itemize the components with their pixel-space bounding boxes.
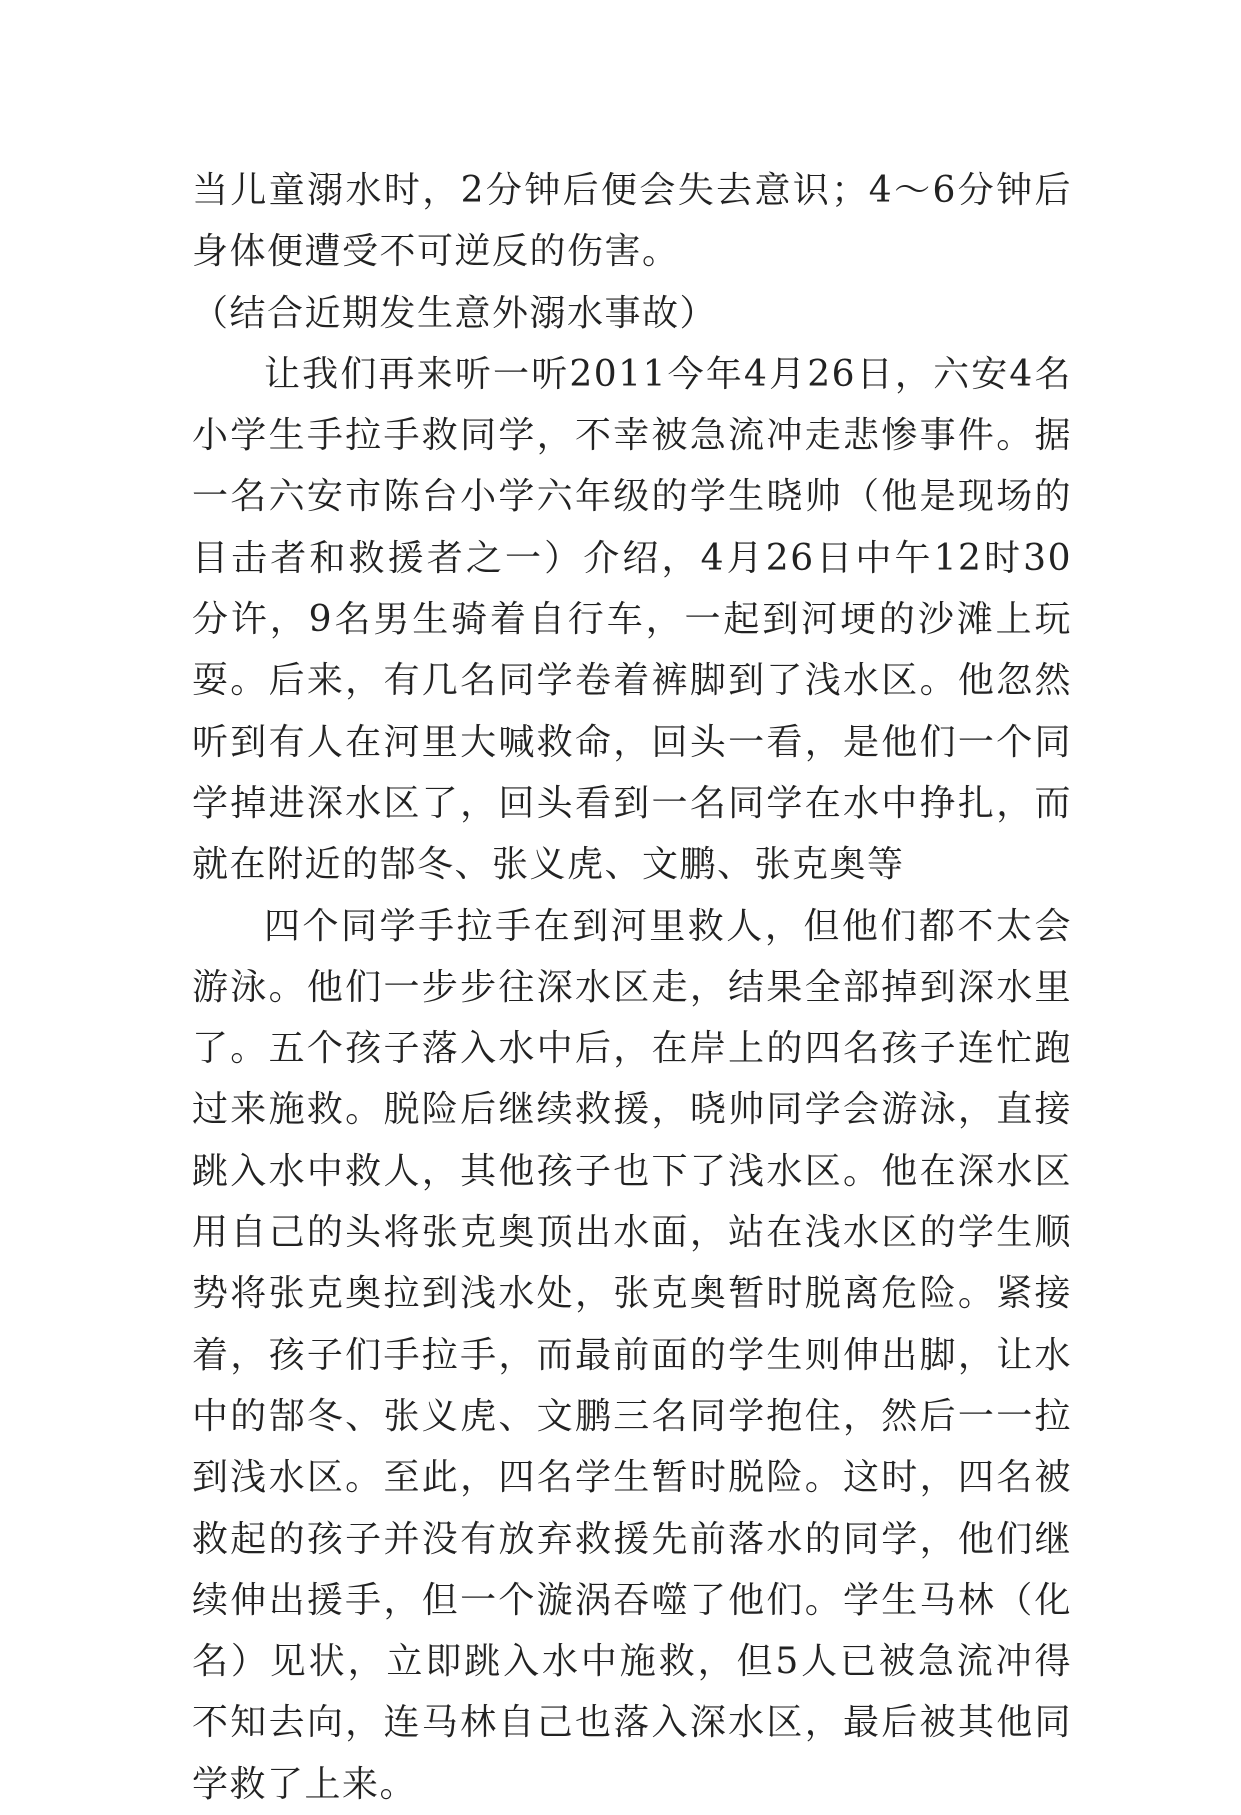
paragraph-note: （结合近期发生意外溺水事故）: [192, 292, 718, 334]
document-body: [192, 160, 1072, 1815]
paragraph-rescue: 四个同学手拉手在到河里救人，但他们都不太会游泳。他们一步步往深水区走，结果全部掉到深水里了。五个孩子落入水中后，在岸上的四名孩子连忙跑过来施救。脱险后继续救援，晓帅同学会游泳，直接跳入水中救人，其他孩子也下了浅水区。他在深水区用自己的头将张克奥顶出水面，站在浅水区的学生顺势将张克奥拉到浅水处，张克奥暂时脱离危险。紧接着，孩子们手拉手，而最前面的学生则伸出脚，让水中的郜冬、张义虎、文鹏三名同学抱住，然后一一拉到浅水区。至此，四名学生暂时脱险。这时，四名被救起的孩子并没有放弃救援先前落水的同学，他们继续伸出援手，但一个漩涡吞噬了他们。学生马林（化名）见状，立即跳入水中施救，但5人已被急流冲得不知去向，连马林自己也落入深水区，最后被其他同学救了上来。: [192, 905, 1072, 1805]
paragraph-drowning-fact: 当儿童溺水时，2分钟后便会失去意识；4～6分钟后身体便遭受不可逆反的伤害。: [192, 170, 1072, 273]
paragraph-incident: 让我们再来听一听2011今年4月26日，六安4名小学生手拉手救同学，不幸被急流冲走悲惨事件。据一名六安市陈台小学六年级的学生晓帅（他是现场的目击者和救援者之一）介绍，4月26日中午12时30分许，9名男生骑着自行车，一起到河埂的沙滩上玩耍。后来，有几名同学卷着裤脚到了浅水区。他忽然听到有人在河里大喊救命，回头一看，是他们一个同学掉进深水区了，回头看到一名同学在水中挣扎，而就在附近的郜冬、张义虎、文鹏、张克奥等: [192, 353, 1072, 886]
